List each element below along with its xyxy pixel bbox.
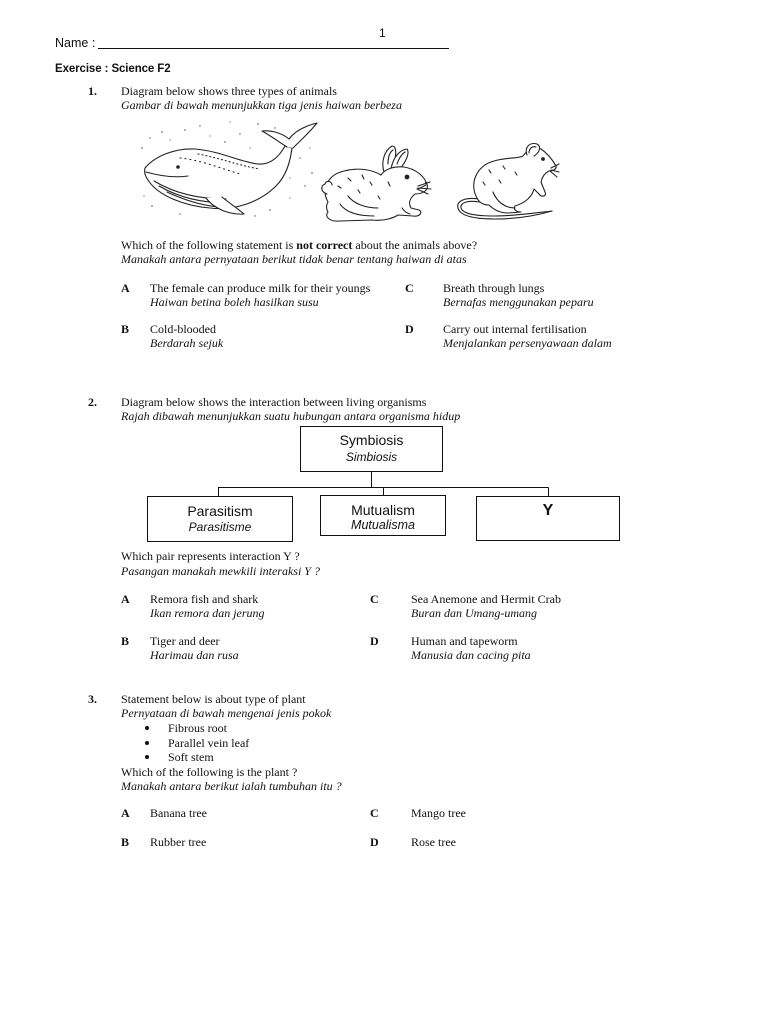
option-text-malay: Bernafas menggunakan peparu: [443, 295, 594, 309]
option-letter: B: [121, 322, 130, 336]
option-text: Rubber tree: [150, 835, 207, 849]
option-text: Human and tapeworm: [411, 634, 518, 648]
option-text: The female can produce milk for their youngs: [150, 281, 371, 295]
name-field: [55, 36, 95, 50]
page-number: 1: [379, 26, 386, 40]
question-1-prompt-malay: Manakah antara pernyataan berikut tidak benar tentang haiwan di atas: [121, 252, 467, 266]
question-2-prompt-malay: Pasangan manakah mewkili interaksi Y ?: [121, 564, 320, 578]
option-text-malay: Harimau dan rusa: [150, 648, 239, 662]
option-letter: A: [121, 806, 130, 820]
question-1-stem: Diagram below shows three types of animals: [121, 84, 337, 98]
question-3-stem-malay: Pernyataan di bawah mengenai jenis pokok: [121, 706, 332, 720]
question-3-prompt-malay: Manakah antara berikut ialah tumbuhan itu ?: [121, 779, 342, 793]
option-letter: D: [370, 634, 379, 648]
option-text: Sea Anemone and Hermit Crab: [411, 592, 561, 606]
statement-text: Soft stem: [168, 750, 214, 764]
option-letter: D: [405, 322, 414, 336]
statement-text: Parallel vein leaf: [168, 736, 250, 750]
option-text-malay: Manusia dan cacing pita: [411, 648, 531, 662]
question-2-number: 2.: [88, 395, 97, 409]
whale-icon: [140, 118, 320, 218]
option-text: Remora fish and shark: [150, 592, 259, 606]
question-3-stem: Statement below is about type of plant: [121, 692, 306, 706]
mutualism-box: [320, 495, 446, 536]
question-1-prompt-emphasis: not correct: [296, 238, 353, 252]
option-text-malay: Buran dan Umang-umang: [411, 606, 537, 620]
parasitism-box: [147, 496, 293, 542]
rabbit-icon: [318, 142, 432, 226]
exercise-title: Exercise : Science F2: [55, 63, 171, 75]
bullet-icon: [145, 741, 149, 745]
question-1-stem-malay: Gambar di bawah menunjukkan tiga jenis haiwan berbeza: [121, 98, 402, 112]
question-1-prompt-start: Which of the following statement is: [121, 238, 297, 252]
option-letter: C: [370, 806, 379, 820]
question-1-prompt-end: about the animals above?: [352, 238, 478, 252]
question-3-number: 3.: [88, 692, 97, 706]
option-letter: B: [121, 835, 130, 849]
option-text: Mango tree: [411, 806, 466, 820]
question-2-prompt: Which pair represents interaction Y ?: [121, 549, 300, 563]
bullet-icon: [145, 755, 149, 759]
mutualism-label-malay: Mutualisma: [351, 518, 415, 532]
option-text-malay: Berdarah sejuk: [150, 336, 224, 350]
y-box: [476, 496, 620, 541]
rat-icon: [453, 142, 559, 224]
question-2-stem-malay: Rajah dibawah menunjukkan suatu hubungan antara organisma hidup: [121, 409, 461, 423]
option-text: Tiger and deer: [150, 634, 220, 648]
option-letter: C: [405, 281, 414, 295]
option-text: Breath through lungs: [443, 281, 545, 295]
question-1-number: 1.: [88, 84, 97, 98]
statement-text: Fibrous root: [168, 721, 228, 735]
bullet-icon: [145, 726, 149, 730]
option-text-malay: Ikan remora dan jerung: [150, 606, 265, 620]
name-blank-line: [98, 48, 449, 49]
option-text-malay: Haiwan betina boleh hasilkan susu: [150, 295, 319, 309]
question-3-prompt: Which of the following is the plant ?: [121, 765, 298, 779]
parasitism-label: Parasitism: [187, 503, 253, 519]
symbiosis-label: Symbiosis: [339, 432, 404, 448]
option-letter: D: [370, 835, 379, 849]
option-letter: A: [121, 281, 130, 295]
question-2-stem: Diagram below shows the interaction between living organisms: [121, 395, 427, 409]
name-label: Name :: [55, 36, 96, 50]
option-text: Cold-blooded: [150, 322, 216, 336]
option-text: Banana tree: [150, 806, 207, 820]
option-text: Rose tree: [411, 835, 456, 849]
option-text-malay: Menjalankan persenyawaan dalam: [443, 336, 612, 350]
question-1-prompt: [121, 238, 477, 252]
option-text: Carry out internal fertilisation: [443, 322, 587, 336]
symbiosis-box: [300, 426, 443, 472]
parasitism-label-malay: Parasitisme: [188, 520, 252, 534]
y-label: Y: [542, 502, 554, 519]
option-letter: C: [370, 592, 379, 606]
symbiosis-label-malay: Simbiosis: [345, 450, 398, 464]
option-letter: B: [121, 634, 130, 648]
option-letter: A: [121, 592, 130, 606]
mutualism-label: Mutualism: [351, 502, 415, 518]
